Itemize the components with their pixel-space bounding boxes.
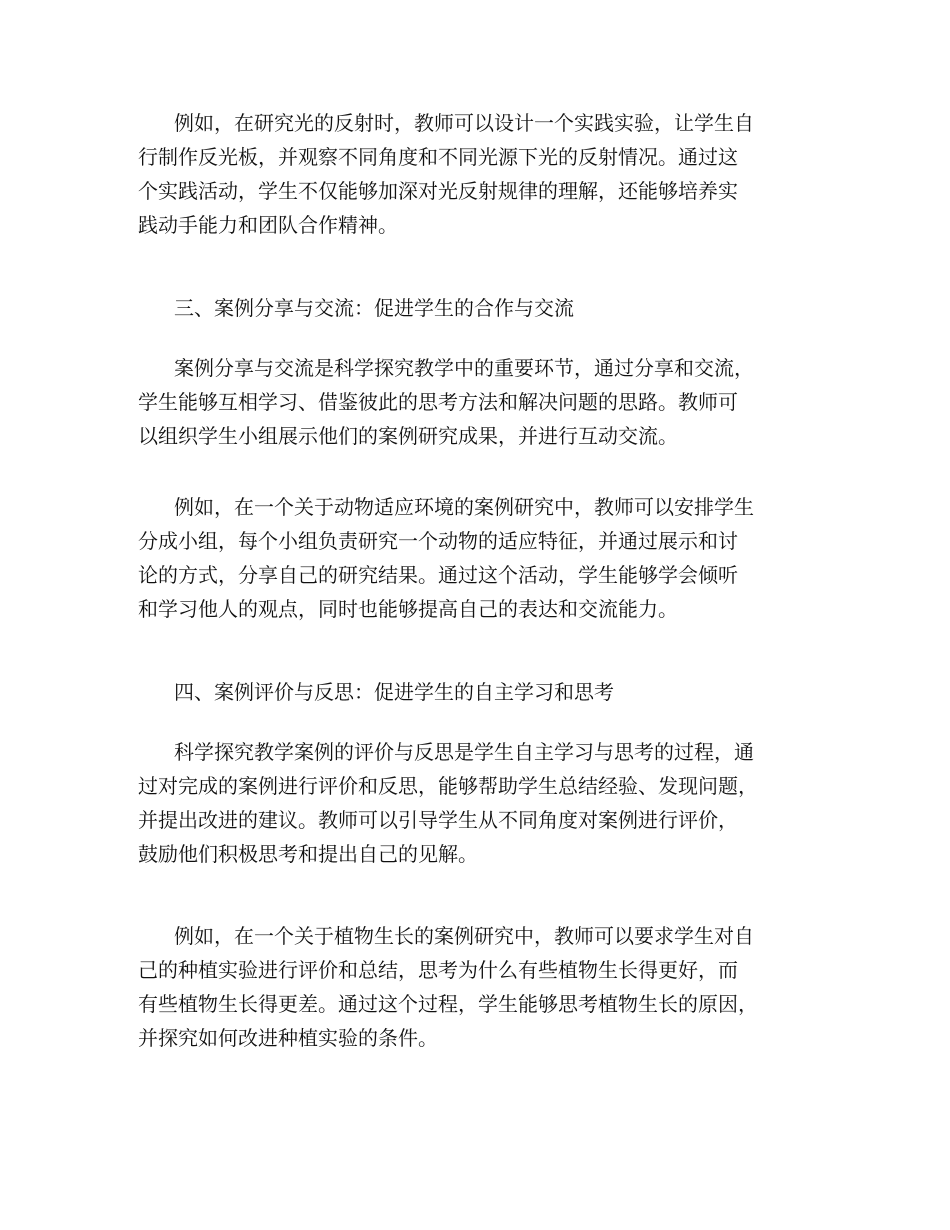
text-line: 行制作反光板，并观察不同角度和不同光源下光的反射情况。通过这 <box>138 145 738 169</box>
text-line: 论的方式，分享自己的研究结果。通过这个活动，学生能够学会倾听 <box>138 563 738 587</box>
text-line: 鼓励他们积极思考和提出自己的见解。 <box>138 842 478 866</box>
text-line: 学生能够互相学习、借鉴彼此的思考方法和解决问题的思路。教师可 <box>138 390 738 414</box>
paragraph-light-reflection-example <box>138 106 838 242</box>
text-line: 例如，在一个关于动物适应环境的案例研究中，教师可以安排学生 <box>174 495 754 519</box>
section-heading-3 <box>138 291 838 325</box>
text-line: 例如，在研究光的反射时，教师可以设计一个实践实验，让学生自 <box>174 111 754 135</box>
text-line: 并提出改进的建议。教师可以引导学生从不同角度对案例进行评价， <box>138 808 738 832</box>
text-line: 己的种植实验进行评价和总结，思考为什么有些植物生长得更好，而 <box>138 958 738 982</box>
text-line: 并探究如何改进种植实验的条件。 <box>138 1026 438 1050</box>
section-heading-4 <box>138 675 838 709</box>
text-line: 分成小组，每个小组负责研究一个动物的适应特征，并通过展示和讨 <box>138 529 738 553</box>
paragraph-plant-growth-example <box>138 919 838 1055</box>
text-line: 例如，在一个关于植物生长的案例研究中，教师可以要求学生对自 <box>174 924 754 948</box>
text-line: 和学习他人的观点，同时也能够提高自己的表达和交流能力。 <box>138 597 678 621</box>
paragraph-case-evaluation <box>138 735 838 871</box>
paragraph-case-sharing <box>138 351 838 453</box>
section-heading-text: 三、案例分享与交流：促进学生的合作与交流 <box>174 296 574 320</box>
section-heading-text: 四、案例评价与反思：促进学生的自主学习和思考 <box>174 680 614 704</box>
text-line: 以组织学生小组展示他们的案例研究成果，并进行互动交流。 <box>138 424 678 448</box>
paragraph-animal-adaptation-example <box>138 490 838 626</box>
text-line: 有些植物生长得更差。通过这个过程，学生能够思考植物生长的原因， <box>138 992 758 1016</box>
text-line: 个实践活动，学生不仅能够加深对光反射规律的理解，还能够培养实 <box>138 179 738 203</box>
text-line: 践动手能力和团队合作精神。 <box>138 213 398 237</box>
text-line: 案例分享与交流是科学探究教学中的重要环节，通过分享和交流， <box>174 356 754 380</box>
text-line: 过对完成的案例进行评价和反思，能够帮助学生总结经验、发现问题， <box>138 774 758 798</box>
text-line: 科学探究教学案例的评价与反思是学生自主学习与思考的过程，通 <box>174 740 754 764</box>
